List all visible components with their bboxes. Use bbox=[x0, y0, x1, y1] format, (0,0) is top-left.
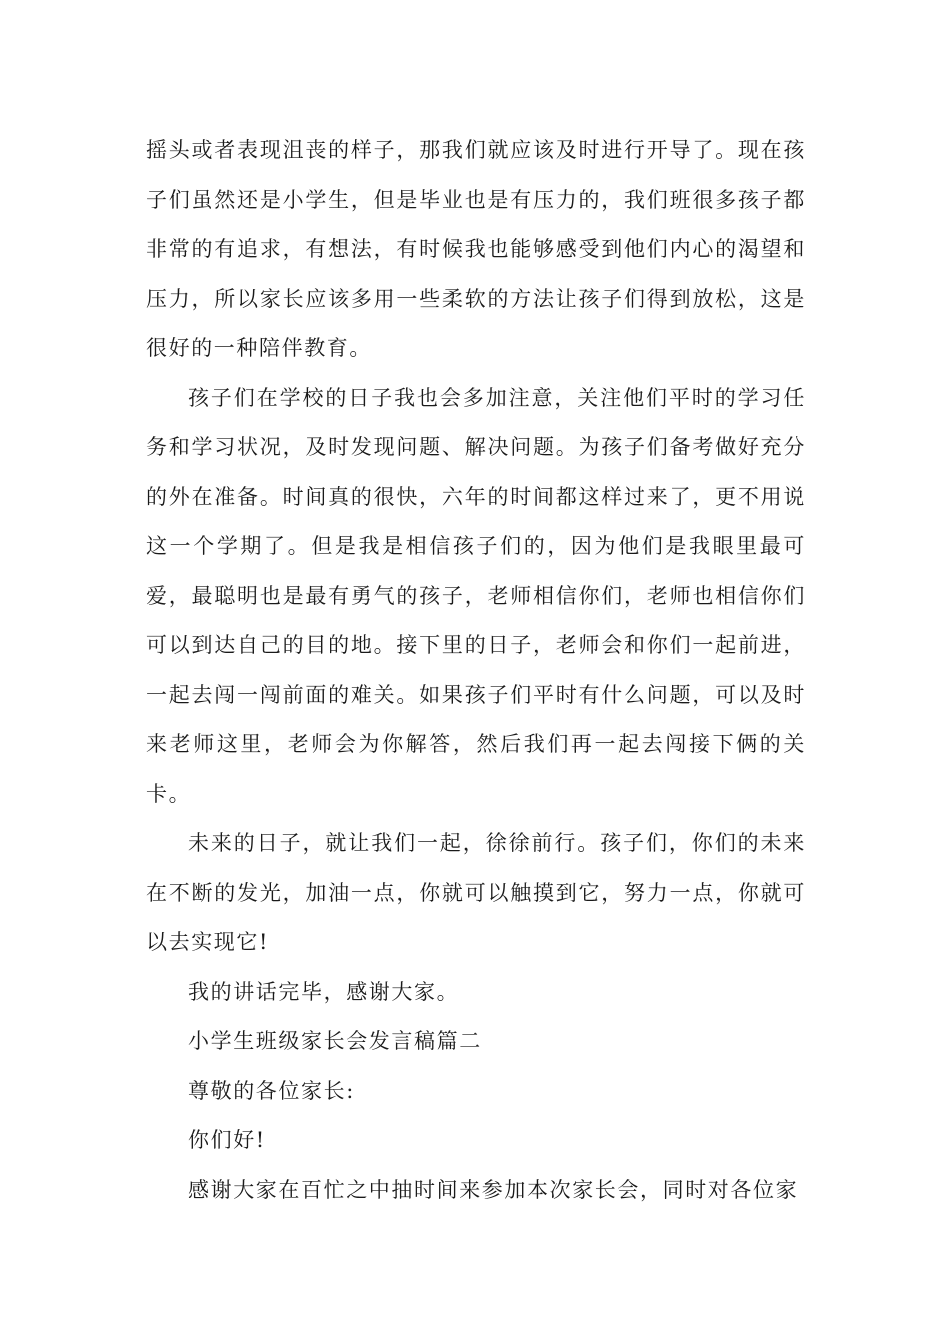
paragraph-thanks: 感谢大家在百忙之中抽时间来参加本次家长会，同时对各位家 bbox=[188, 1177, 799, 1202]
document-body bbox=[146, 126, 806, 1215]
paragraph-continuation: 摇头或者表现沮丧的样子，那我们就应该及时进行开导了。现在孩子们虽然还是小学生，但是毕业也是有压力的，我们班很多孩子都非常的有追求，有想法，有时候我也能够感受到他们内心的渴望和压力，所以家长应该多用一些柔软的方法让孩子们得到放松，这是很好的一种陪伴教育。 bbox=[146, 138, 806, 360]
section-title: 小学生班级家长会发言稿篇二 bbox=[188, 1029, 482, 1053]
paragraph-closing: 我的讲话完毕，感谢大家。 bbox=[188, 979, 460, 1004]
greeting: 你们好! bbox=[188, 1128, 266, 1152]
paragraph-school-days: 孩子们在学校的日子我也会多加注意，关注他们平时的学习任务和学习状况，及时发现问题、解决问题。为孩子们备考做好充分的外在准备。时间真的很快，六年的时间都这样过来了，更不用说这一个学期了。但是我是相信孩子们的，因为他们是我眼里最可爱，最聪明也是最有勇气的孩子，老师相信你们，老师也相信你们可以到达自己的目的地。接下里的日子，老师会和你们一起前进，一起去闯一闯前面的难关。如果孩子们平时有什么问题，可以及时来老师这里，老师会为你解答，然后我们再一起去闯接下俩的关卡。 bbox=[146, 385, 806, 806]
paragraph-future: 未来的日子，就让我们一起，徐徐前行。孩子们，你们的未来在不断的发光，加油一点，你就可以触摸到它，努力一点，你就可以去实现它! bbox=[146, 831, 806, 954]
salutation: 尊敬的各位家长: bbox=[188, 1078, 355, 1103]
